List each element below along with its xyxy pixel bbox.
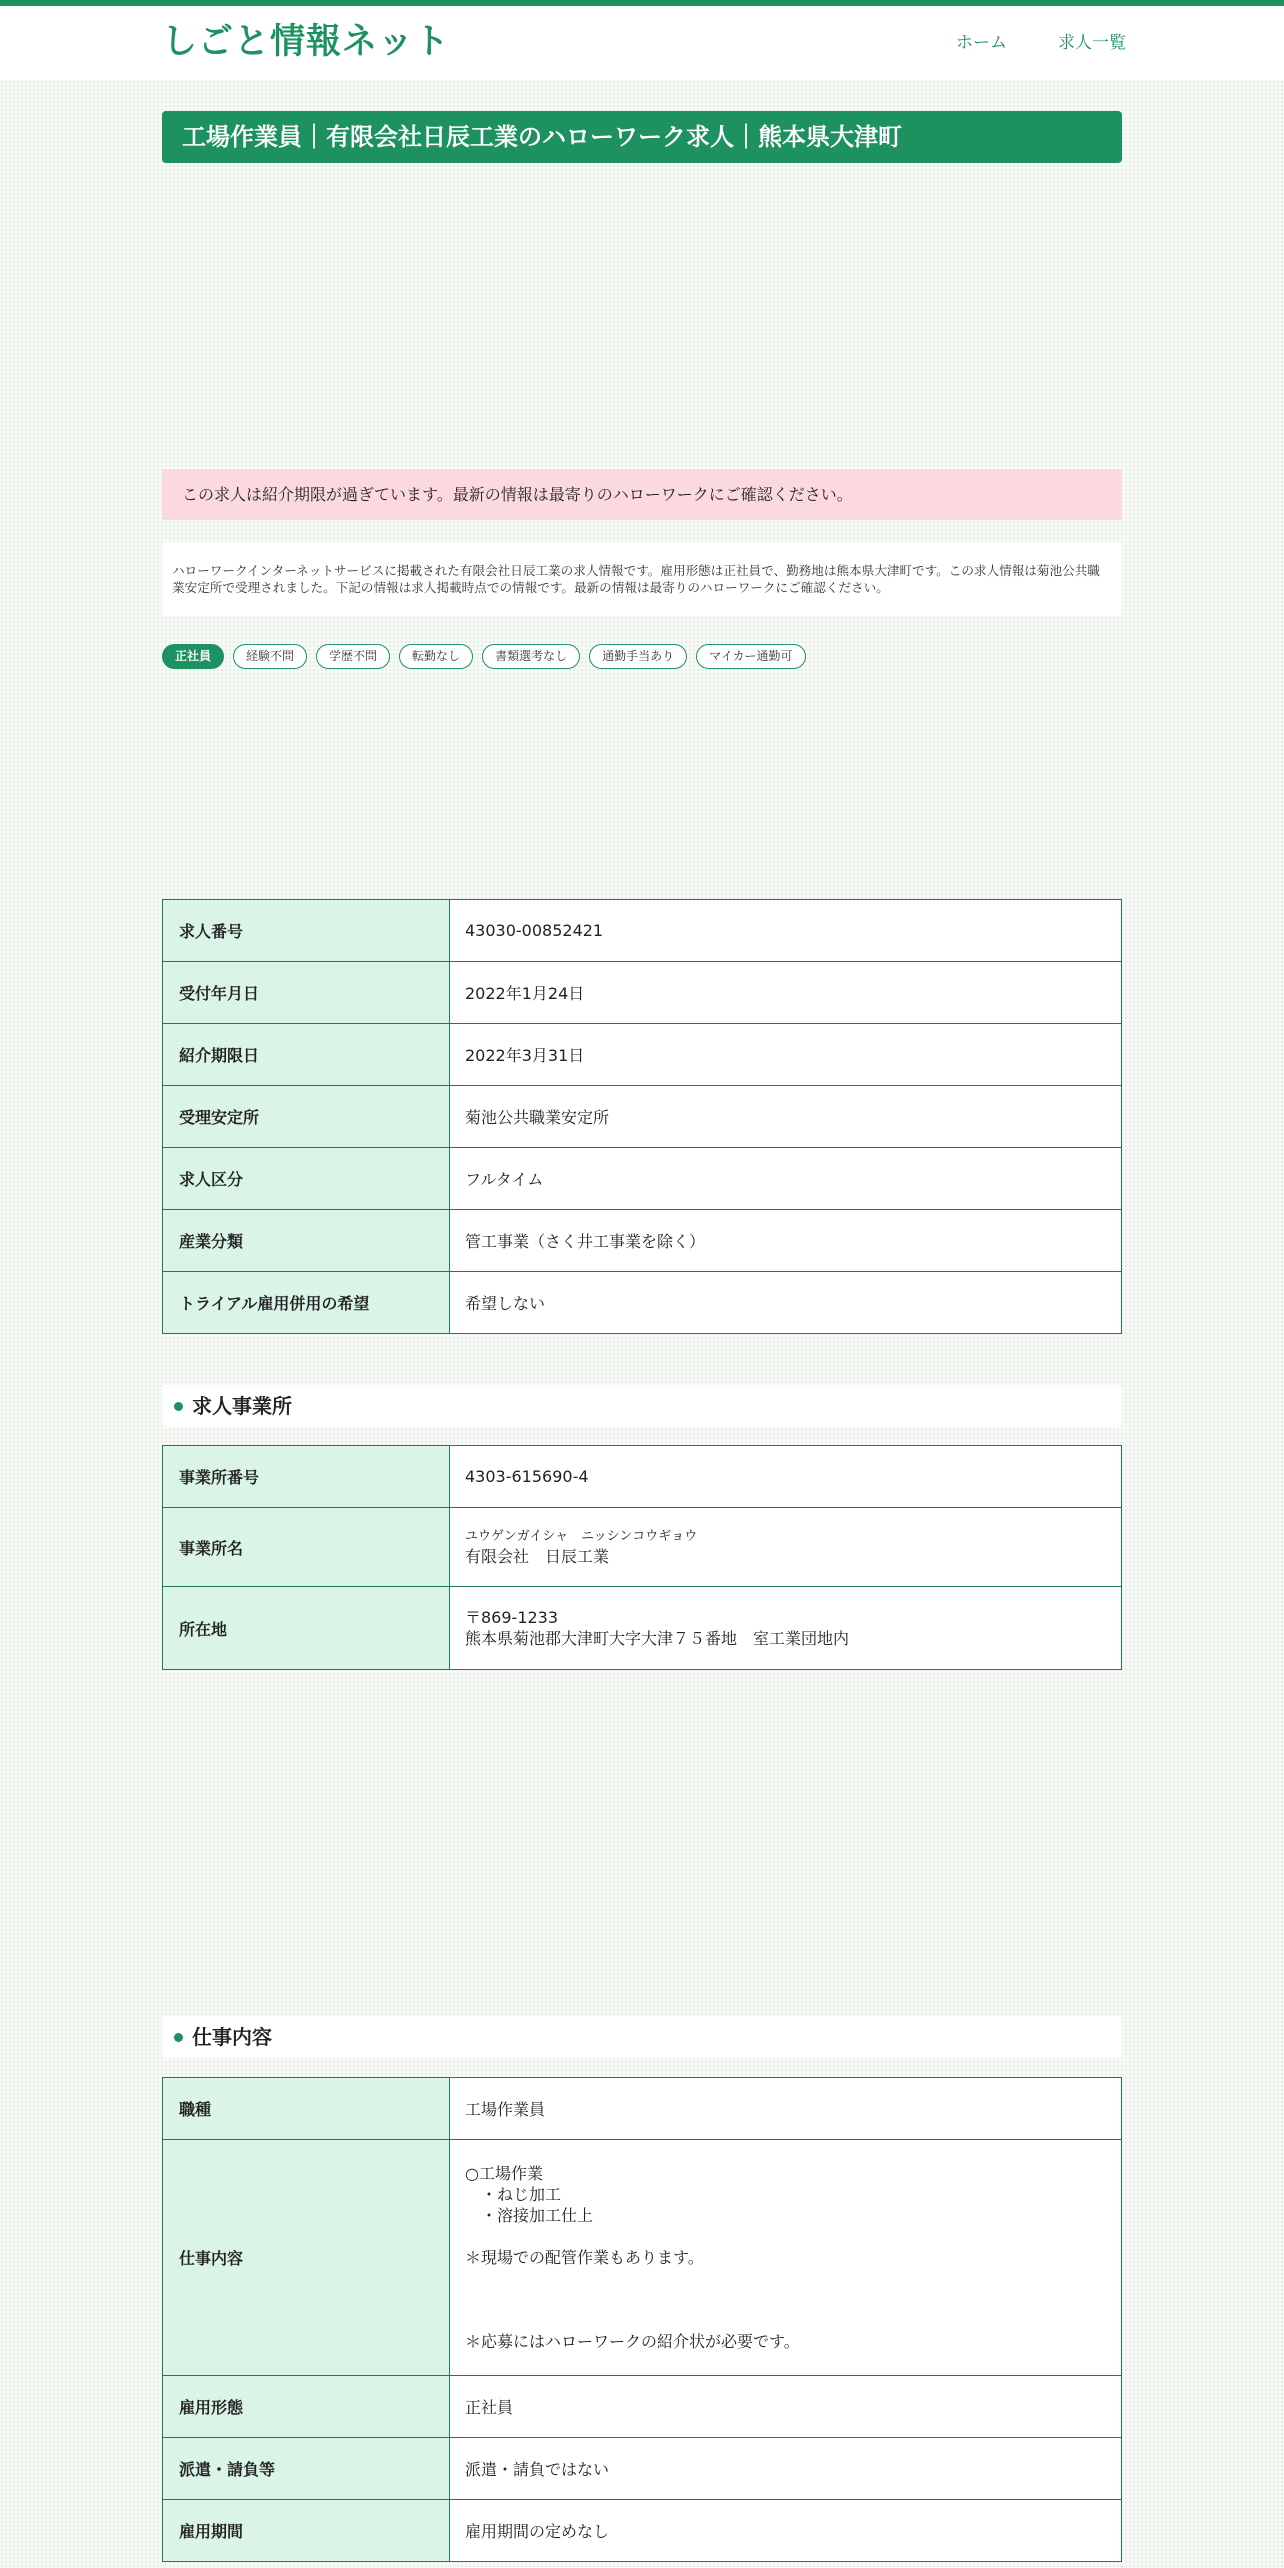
row-value: 43030-00852421 xyxy=(450,900,1122,962)
tag-no-experience: 経験不問 xyxy=(233,644,307,669)
row-value: 4303-615690-4 xyxy=(450,1446,1122,1508)
row-value xyxy=(450,1587,1122,1670)
basic-info-table xyxy=(162,899,1122,1334)
row-label: 事業所名 xyxy=(163,1508,450,1587)
tag-no-document-screening: 書類選考なし xyxy=(482,644,580,669)
row-label: トライアル雇用併用の希望 xyxy=(163,1272,450,1334)
table-row xyxy=(163,900,1122,962)
page-title-banner xyxy=(162,111,1122,163)
company-name-kana: ユウゲンガイシャ ニッシンコウギョウ xyxy=(465,1528,698,1544)
table-row xyxy=(163,2376,1122,2438)
row-value: 菊池公共職業安定所 xyxy=(450,1086,1122,1148)
section-title: 仕事内容 xyxy=(192,2025,272,2049)
employer-table xyxy=(162,1445,1122,1670)
table-row xyxy=(163,1587,1122,1670)
row-label: 事業所番号 xyxy=(163,1446,450,1508)
table-row xyxy=(163,2078,1122,2140)
table-row xyxy=(163,1024,1122,1086)
job-content-table xyxy=(162,2077,1122,2562)
tag-no-education: 学歴不問 xyxy=(316,644,390,669)
row-value xyxy=(450,1508,1122,1587)
nav-home-link[interactable]: ホーム xyxy=(956,33,1007,53)
company-name: 有限会社 日辰工業 xyxy=(465,1546,610,1566)
tag-employment-type: 正社員 xyxy=(162,644,224,669)
row-value: 雇用期間の定めなし xyxy=(450,2500,1122,2562)
section-header-employer xyxy=(162,1385,1122,1427)
table-row xyxy=(163,1272,1122,1334)
row-label: 求人番号 xyxy=(163,900,450,962)
row-label: 職種 xyxy=(163,2078,450,2140)
row-value: 正社員 xyxy=(450,2376,1122,2438)
row-label: 求人区分 xyxy=(163,1148,450,1210)
row-label: 所在地 xyxy=(163,1587,450,1670)
row-label: 受理安定所 xyxy=(163,1086,450,1148)
tag-no-transfer: 転勤なし xyxy=(399,644,473,669)
table-row xyxy=(163,1086,1122,1148)
tag-list xyxy=(162,644,806,669)
row-label: 受付年月日 xyxy=(163,962,450,1024)
table-row xyxy=(163,1148,1122,1210)
job-content-text: ○工場作業 ・ねじ加工 ・溶接加工仕上 ＊現場での配管作業もあります。 ＊応募にはハローワークの紹介状が必要です。 xyxy=(465,2164,800,2351)
page-title: 工場作業員｜有限会社日辰工業のハローワーク求人｜熊本県大津町 xyxy=(182,123,902,151)
row-label: 紹介期限日 xyxy=(163,1024,450,1086)
nav-job-list-link[interactable]: 求人一覧 xyxy=(1058,33,1126,53)
row-label: 派遣・請負等 xyxy=(163,2438,450,2500)
table-row xyxy=(163,2500,1122,2562)
expired-alert: この求人は紹介期限が過ぎています。最新の情報は最寄りのハローワークにご確認ください。 xyxy=(162,469,1122,520)
row-value: 派遣・請負ではない xyxy=(450,2438,1122,2500)
table-row xyxy=(163,2438,1122,2500)
section-title: 求人事業所 xyxy=(192,1394,292,1418)
job-description-summary: ハローワークインターネットサービスに掲載された有限会社日辰工業の求人情報です。雇用形態は正社員で、勤務地は熊本県大津町です。この求人情報は菊池公共職業安定所で受理されました。下記の情報は求人掲載時点での情報です。最新の情報は最寄りのハローワークにご確認ください。 xyxy=(162,542,1122,616)
row-label: 雇用期間 xyxy=(163,2500,450,2562)
table-row xyxy=(163,2140,1122,2376)
row-label: 仕事内容 xyxy=(163,2140,450,2376)
row-value xyxy=(450,2140,1122,2376)
site-header xyxy=(0,6,1284,80)
row-value: フルタイム xyxy=(450,1148,1122,1210)
table-row xyxy=(163,1210,1122,1272)
table-row xyxy=(163,962,1122,1024)
row-value: 2022年1月24日 xyxy=(450,962,1122,1024)
site-logo-title[interactable]: しごと情報ネット xyxy=(162,22,451,62)
row-value: 管工事業（さく井工事業を除く） xyxy=(450,1210,1122,1272)
tag-commute-allowance: 通勤手当あり xyxy=(589,644,687,669)
address-text: 熊本県菊池郡大津町大字大津７５番地 室工業団地内 xyxy=(465,1629,850,1648)
bullet-dot-icon xyxy=(174,1402,183,1411)
postal-code: 〒869-1233 xyxy=(465,1608,559,1627)
row-value: 希望しない xyxy=(450,1272,1122,1334)
row-value: 2022年3月31日 xyxy=(450,1024,1122,1086)
table-row xyxy=(163,1446,1122,1508)
bullet-dot-icon xyxy=(174,2033,183,2042)
row-label: 雇用形態 xyxy=(163,2376,450,2438)
tag-car-commute: マイカー通勤可 xyxy=(696,644,805,669)
table-row xyxy=(163,1508,1122,1587)
row-label: 産業分類 xyxy=(163,1210,450,1272)
row-value: 工場作業員 xyxy=(450,2078,1122,2140)
section-header-job-content xyxy=(162,2016,1122,2058)
